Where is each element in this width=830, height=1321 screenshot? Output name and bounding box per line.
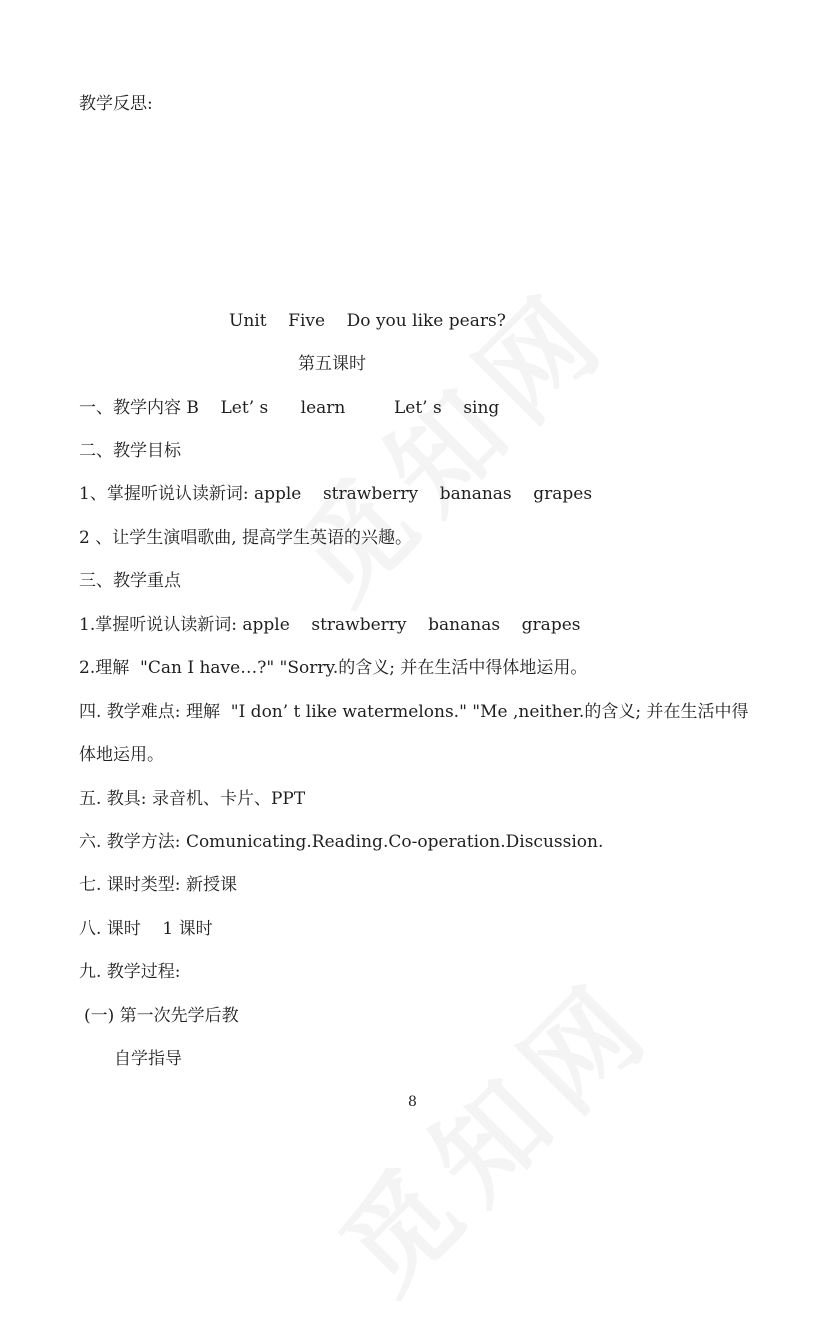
section-lesson-type: 七. 课时类型: 新授课 [79,875,237,895]
lesson-title: 第五课时 [298,354,366,374]
page-number: 8 [408,1094,417,1110]
watermark-lower [300,937,683,1320]
section-content: 一、教学内容 B Let’ s learn Let’ s sing [79,398,500,418]
section-difficulties: 四. 教学难点: 理解 "I don’ t like watermelons." "Me ,neither.的含义; 并在生活中得 [79,702,749,722]
reflection-label: 教学反思: [79,94,153,114]
section-objectives-heading: 二、教学目标 [79,441,181,461]
self-study-guide: 自学指导 [114,1049,182,1069]
section-teaching-methods: 六. 教学方法: Comunicating.Reading.Co-operation.Discussion. [79,832,604,852]
key-point-2: 2.理解 "Can I have…?" "Sorry.的含义; 并在生活中得体地运用。 [79,658,588,678]
objective-2: 2 、让学生演唱歌曲, 提高学生英语的兴趣。 [79,528,413,548]
section-teaching-process: 九. 教学过程: [79,962,181,982]
unit-title: Unit Five Do you like pears? [229,311,506,331]
subsection-first-round: (一) 第一次先学后教 [84,1006,239,1026]
section-difficulties-continued: 体地运用。 [79,745,164,765]
key-point-1: 1.掌握听说认读新词: apple strawberry bananas grapes [79,615,581,635]
watermark [255,247,638,630]
section-teaching-aids: 五. 教具: 录音机、卡片、PPT [79,789,306,809]
objective-1: 1、掌握听说认读新词: apple strawberry bananas grapes [79,484,593,504]
section-lesson-hours: 八. 课时 1 课时 [79,919,213,939]
section-key-points-heading: 三、教学重点 [79,571,181,591]
